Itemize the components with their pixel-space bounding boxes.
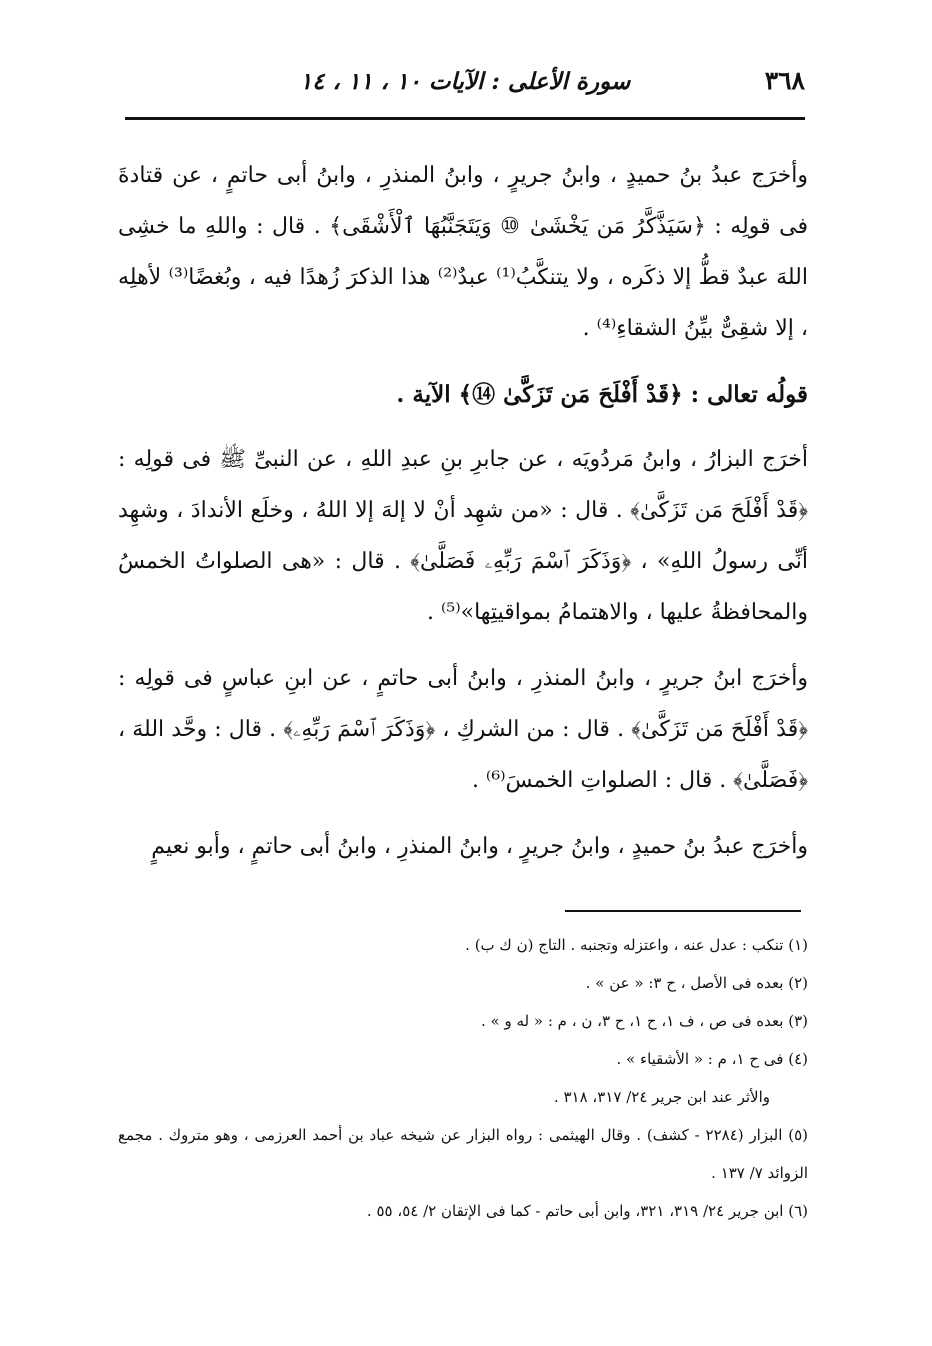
footnotes [118, 926, 808, 1230]
main-text [118, 150, 808, 872]
footnote-1: (١) تنكب : عدل عنه ، واعتزله وتجنبه . التاج (ن ك ب) . [465, 936, 808, 954]
paragraph-bazzar: أخرَج البزارُ ، وابنُ مَردُويَه ، عن جابرِ بنِ عبدِ اللهِ ، عن النبىِّ ﷺ فى قولِه : ﴿قَدْ أَفْلَحَ مَن تَزَكَّىٰ﴾ . قال : «من شهِد أنْ لا إلهَ إلا اللهُ ، وخلَع الأندادَ ، وشهِد أنِّى رسولُ اللهِ» ، ﴿وَذَكَرَ ٱسْمَ رَبِّهِۦ فَصَلَّىٰ﴾ . قال : «هى الصلواتُ الخمسُ والمحافظةُ عليها ، والاهتمامُ بمواقيتِها»⁽⁵⁾ . [118, 447, 808, 625]
footnote-2: (٢) بعده فى الأصل ، ح ٣: « عن » . [585, 974, 808, 992]
page-header [125, 66, 805, 106]
footnote-5: (٥) البزار (٢٢٨٤ - كشف) . وقال الهيثمى : رواه البزار عن شيخه عباد بن أحمد العرزمى ، وهو متروك . مجمع الزوائد ٧/ ١٣٧ . [118, 1126, 808, 1182]
footnote-6: (٦) ابن جرير ٢٤/ ٣١٩، ٣٢١، وابن أبى حاتم - كما فى الإتقان ٢/ ٥٤، ٥٥ . [366, 1202, 808, 1220]
footnote-4-reference: والأثر عند ابن جرير ٢٤/ ٣١٧، ٣١٨ . [553, 1088, 770, 1106]
paragraph-continued: وأخرَج عبدُ بنُ حميدٍ ، وابنُ جريرٍ ، وابنُ المنذرِ ، وابنُ أبى حاتمٍ ، وأبو نعيمٍ [151, 834, 808, 859]
running-title: سورة الأعلى : الآيات ١٠ ، ١١ ، ١٤ [299, 68, 631, 95]
footnote-3: (٣) بعده فى ص ، ف ١، ح ١، ح ٣، ن ، م : « له و » . [481, 1012, 808, 1030]
footnote-4: (٤) فى ح ١، م : « الأشقياء » . [616, 1050, 808, 1068]
header-divider [125, 117, 805, 120]
footnote-divider [565, 910, 801, 912]
paragraph-ibn-abbas: وأخرَج ابنُ جريرٍ ، وابنُ المنذرِ ، وابنُ أبى حاتمٍ ، عن ابنِ عباسٍ فى قولِه : ﴿قَدْ أَفْلَحَ مَن تَزَكَّىٰ﴾ . قال : من الشركِ ، ﴿وَذَكَرَ ٱسْمَ رَبِّهِۦ﴾ . قال : وحَّد اللهَ ، ﴿فَصَلَّىٰ﴾ . قال : الصلواتِ الخمسَ⁽⁶⁾ . [118, 666, 808, 793]
page-number: ٣٦٨ [764, 66, 805, 95]
verse-heading: قولُه تعالى : ﴿قَدْ أَفْلَحَ مَن تَزَكَّىٰ ⑭﴾ الآية . [396, 381, 808, 408]
paragraph-qatada: وأخرَج عبدُ بنُ حميدٍ ، وابنُ جريرٍ ، وابنُ المنذرِ ، وابنُ أبى حاتمٍ ، عن قتادةَ فى قولِه : ﴿سَيَذَّكَّرُ مَن يَخْشَىٰ ⑩ وَيَتَجَنَّبُهَا ٱلْأَشْقَى﴾ . قال : واللهِ ما خشِى اللهَ عبدٌ قطُّ إلا ذكَره ، ولا يتنكَّبُ⁽¹⁾ عبدٌ⁽²⁾ هذا الذكرَ زُهدًا فيه ، وبُغضًا⁽³⁾ لأهلِه ، إلا شقِىٌّ بيِّنُ الشقاءِ⁽⁴⁾ . [118, 163, 808, 341]
